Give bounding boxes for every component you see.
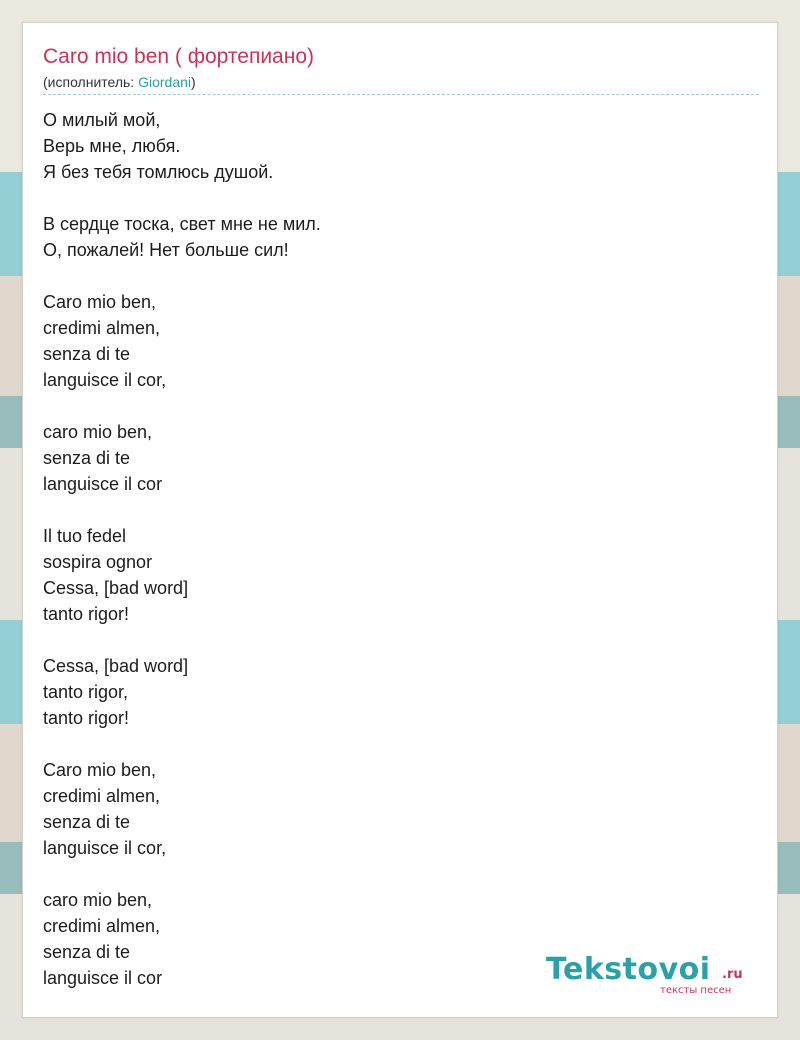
lyric-line: О, пожалей! Нет больше сил! — [43, 240, 289, 260]
lyric-line: languisce il cor, — [43, 370, 167, 390]
performer-line — [43, 74, 196, 90]
lyric-line: Caro mio ben, — [43, 760, 157, 780]
lyric-line: Il tuo fedel — [43, 526, 127, 546]
lyric-line — [43, 185, 321, 211]
performer-suffix: ) — [191, 74, 196, 90]
lyric-line: credimi almen, — [43, 786, 161, 806]
lyric-line: languisce il cor, — [43, 838, 167, 858]
artist-link[interactable]: Giordani — [138, 74, 192, 90]
lyric-line — [43, 861, 321, 887]
lyric-line: caro mio ben, — [43, 422, 153, 442]
performer-prefix: (исполнитель: — [43, 74, 139, 90]
lyric-line: senza di te — [43, 812, 131, 832]
lyric-line: languisce il cor — [43, 474, 163, 494]
lyric-line — [43, 393, 321, 419]
lyric-line: senza di te — [43, 942, 131, 962]
lyrics-card — [22, 22, 778, 1018]
lyric-line: senza di te — [43, 344, 131, 364]
lyric-line: caro mio ben, — [43, 890, 153, 910]
lyric-line: credimi almen, — [43, 916, 161, 936]
lyric-line: sospira ognor — [43, 552, 153, 572]
lyric-line: tanto rigor! — [43, 708, 130, 728]
lyric-line: tanto rigor! — [43, 604, 130, 624]
logo-tld: .ru — [722, 967, 743, 982]
lyric-line — [43, 263, 321, 289]
lyric-line — [43, 497, 321, 523]
lyric-line — [43, 627, 321, 653]
lyric-line: languisce il cor — [43, 968, 163, 988]
lyric-line — [43, 731, 321, 757]
lyric-line: Cessa, [bad word] — [43, 656, 189, 676]
lyric-line: tanto rigor, — [43, 682, 129, 702]
logo-tagline: тексты песен — [660, 985, 732, 996]
lyrics-text — [43, 107, 321, 991]
site-logo[interactable] — [546, 952, 758, 998]
divider — [43, 94, 759, 95]
lyric-line: credimi almen, — [43, 318, 161, 338]
lyric-line: О милый мой, — [43, 110, 161, 130]
lyric-line: Верь мне, любя. — [43, 136, 181, 156]
song-title: Caro mio ben ( фортепиано) — [43, 45, 315, 68]
lyric-line: Я без тебя томлюсь душой. — [43, 162, 274, 182]
lyric-line: Cessa, [bad word] — [43, 578, 189, 598]
logo-name: Tekstovoi — [546, 952, 711, 987]
lyric-line: Caro mio ben, — [43, 292, 157, 312]
lyric-line: senza di te — [43, 448, 131, 468]
lyric-line: В сердце тоска, свет мне не мил. — [43, 214, 321, 234]
